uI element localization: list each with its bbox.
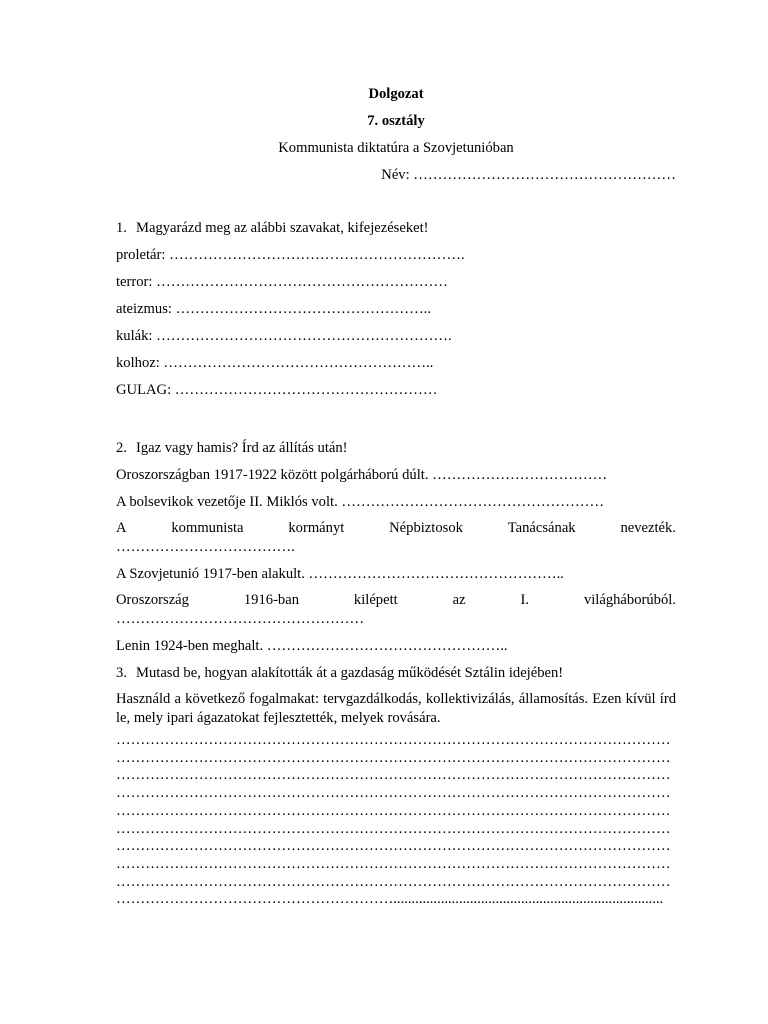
spacer [116, 185, 676, 218]
term-gulag: GULAG: ……………………………………………… [116, 382, 438, 398]
worksheet-page [116, 84, 676, 909]
statement-5-word: világháborúból. [583, 592, 676, 608]
statement-3-word: kormányt [288, 520, 345, 536]
statement-6: Lenin 1924-ben meghalt. ………………………………………….. [116, 638, 508, 654]
answer-line: …………………………………………………………………………………………………… [116, 873, 671, 890]
statement-5-word: I. [520, 592, 530, 608]
answer-area [116, 732, 676, 909]
statement-1: Oroszországban 1917-1922 között polgárháború dúlt. ……………………………… [116, 467, 608, 483]
statement-4: A Szovjetunió 1917-ben alakult. …………………………………………….. [116, 566, 564, 582]
term-kulak: kulák: ……………………………………………………. [116, 328, 452, 344]
grade-label: 7. osztály [367, 113, 425, 129]
statement-5-word: 1916-ban [243, 592, 299, 608]
term-kolhoz: kolhoz: ……………………………………………….. [116, 355, 434, 371]
answer-line: …………………………………………………………………………………………………… [116, 855, 671, 872]
answer-line: …………………………………………………………………………………………………… [116, 767, 671, 784]
question-1-number: 1. [116, 220, 127, 236]
answer-line: …………………………………………………………………………………………………… [116, 802, 671, 819]
question-2-number: 2. [116, 440, 127, 456]
statement-3-word: nevezték. [620, 520, 676, 536]
question-2-prompt: Igaz vagy hamis? Írd az állítás után! [136, 440, 348, 456]
statement-5-word: Oroszország [116, 592, 189, 608]
question-2-heading [116, 438, 676, 458]
statement-3 [116, 519, 676, 538]
answer-line: …………………………………………………………………………………………………… [116, 838, 671, 855]
statement-3-answer-dots: ………………………………. [116, 539, 295, 555]
statement-2: A bolsevikok vezetője II. Miklós volt. ……………………………………………… [116, 494, 605, 510]
answer-line: …………………………………………………………………………………………………… [116, 732, 671, 748]
question-3-prompt: Mutasd be, hogyan alakították át a gazdaság működését Sztálin idejében! [136, 665, 564, 681]
name-field-line: Név: ……………………………………………… [381, 167, 676, 183]
term-terror: terror: …………………………………………………… [116, 274, 448, 290]
statement-3-word: A [116, 520, 127, 536]
spacer [116, 407, 676, 438]
answer-line: ………………………………………………….......................................................................... [116, 891, 664, 908]
statement-5-word: az [452, 592, 466, 608]
worksheet-title: Dolgozat [368, 86, 424, 102]
answer-line: …………………………………………………………………………………………………… [116, 820, 671, 837]
statement-5 [116, 591, 676, 610]
statement-5-answer-dots: …………………………………………… [116, 611, 365, 627]
answer-line: …………………………………………………………………………………………………… [116, 785, 671, 802]
statement-5-word: kilépett [353, 592, 398, 608]
term-proletar: proletár: ……………………………………………………. [116, 247, 465, 263]
topic-heading: Kommunista diktatúra a Szovjetunióban [278, 140, 514, 156]
question-3-instruction: Használd a következő fogalmakat: tervgazdálkodás, kollektivizálás, államosítás. Ezen kívül írd le, mely ipari ágazatokat fejlesztették, melyek rovására. [116, 691, 676, 726]
term-ateizmus: ateizmus: …………………………………………….. [116, 301, 431, 317]
answer-line: …………………………………………………………………………………………………… [116, 749, 671, 766]
statement-3-word: Tanácsának [507, 520, 576, 536]
question-3-heading [116, 663, 676, 683]
statement-3-word: kommunista [171, 520, 244, 536]
statement-3-word: Népbiztosok [389, 520, 463, 536]
question-1-heading [116, 218, 676, 238]
question-3-number: 3. [116, 665, 127, 681]
question-1-prompt: Magyarázd meg az alábbi szavakat, kifejezéseket! [136, 220, 429, 236]
